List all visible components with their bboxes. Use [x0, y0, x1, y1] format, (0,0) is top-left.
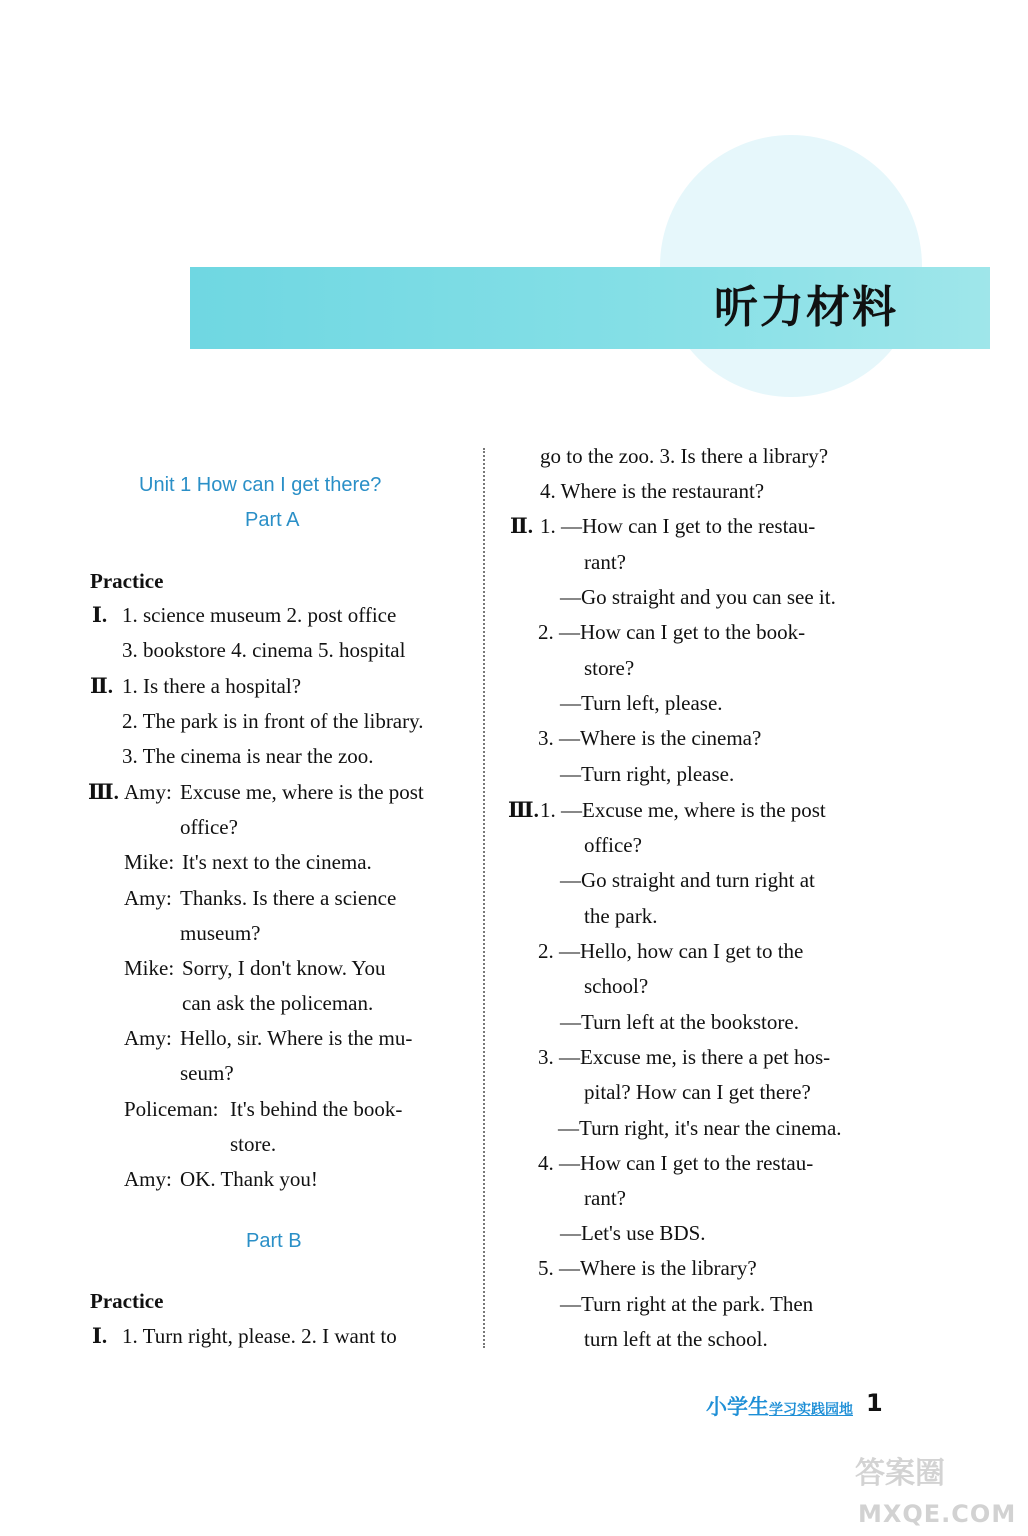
text-line: —Go straight and you can see it. — [560, 585, 836, 609]
section-numeral: Ⅱ. — [510, 514, 533, 538]
dialogue-line: Hello, sir. Where is the mu- — [180, 1026, 413, 1050]
part-a-heading: Part A — [245, 509, 300, 531]
speaker: Amy: — [124, 780, 172, 804]
text-line: 2. —Hello, how can I get to the — [538, 939, 804, 963]
part-b-heading: Part B — [246, 1230, 302, 1252]
speaker: Amy: — [124, 886, 172, 910]
text-line: the park. — [584, 904, 658, 928]
text-line: go to the zoo. 3. Is there a library? — [540, 444, 829, 468]
title-banner — [190, 267, 990, 349]
practice-heading: Practice — [90, 1289, 164, 1313]
text-line: office? — [584, 833, 642, 857]
dialogue-line: OK. Thank you! — [180, 1167, 318, 1191]
text-line: 3. bookstore 4. cinema 5. hospital — [122, 638, 406, 662]
section-numeral: Ⅲ. — [508, 798, 539, 822]
text-line: —Turn right, please. — [560, 762, 735, 786]
text-line: —Go straight and turn right at — [560, 868, 815, 892]
text-line: pital? How can I get there? — [584, 1080, 811, 1104]
text-line: 3. —Where is the cinema? — [538, 726, 762, 750]
dialogue-line: Thanks. Is there a science — [180, 886, 397, 910]
dialogue-line: office? — [180, 815, 238, 839]
text-line: —Let's use BDS. — [560, 1221, 706, 1245]
text-line: school? — [584, 974, 649, 998]
text-line: —Turn right, it's near the cinema. — [558, 1116, 842, 1140]
watermark-url: MXQE.COM — [858, 1500, 1017, 1528]
text-line: —Turn left, please. — [560, 691, 723, 715]
text-line: 3. The cinema is near the zoo. — [122, 744, 374, 768]
watermark-logo: 答案圈 — [855, 1456, 945, 1491]
text-line: turn left at the school. — [584, 1327, 768, 1351]
text-line: rant? — [584, 1186, 626, 1210]
text-line: 1. Is there a hospital? — [122, 674, 302, 698]
section-numeral: Ⅱ. — [90, 674, 113, 698]
dialogue-line: Excuse me, where is the post — [180, 780, 424, 804]
speaker: Mike: — [124, 850, 175, 874]
section-numeral: Ⅰ. — [92, 603, 108, 627]
text-line: —Turn left at the bookstore. — [560, 1010, 799, 1034]
text-line: 1. —Excuse me, where is the post — [540, 798, 826, 822]
page-number: 1 — [866, 1389, 883, 1417]
text-line: 2. The park is in front of the library. — [122, 709, 424, 733]
text-line: 3. —Excuse me, is there a pet hos- — [538, 1045, 831, 1069]
practice-heading: Practice — [90, 569, 164, 593]
speaker: Amy: — [124, 1167, 172, 1191]
text-line: 1. Turn right, please. 2. I want to — [122, 1324, 397, 1348]
text-line: store? — [584, 656, 635, 680]
brand-logo — [706, 1391, 853, 1421]
text-line: 1. science museum 2. post office — [122, 603, 397, 627]
dialogue-line: It's next to the cinema. — [182, 850, 372, 874]
speaker: Amy: — [124, 1026, 172, 1050]
text-line: 4. —How can I get to the restau- — [538, 1151, 814, 1175]
text-line: 5. —Where is the library? — [538, 1256, 757, 1280]
brand-sub: 学习实践园地 — [769, 1402, 853, 1418]
column-divider — [483, 448, 485, 1348]
dialogue-line: museum? — [180, 921, 261, 945]
speaker: Mike: — [124, 956, 175, 980]
dialogue-line: store. — [230, 1132, 277, 1156]
text-line: 2. —How can I get to the book- — [538, 620, 806, 644]
text-line: 1. —How can I get to the restau- — [540, 514, 816, 538]
dialogue-line: seum? — [180, 1061, 234, 1085]
text-line: rant? — [584, 550, 626, 574]
decorative-circle — [660, 135, 922, 397]
dialogue-line: can ask the policeman. — [182, 991, 374, 1015]
dialogue-line: It's behind the book- — [230, 1097, 403, 1121]
speaker: Policeman: — [124, 1097, 219, 1121]
page-title: 听力材料 — [714, 282, 898, 333]
text-line: —Turn right at the park. Then — [560, 1292, 814, 1316]
dialogue-line: Sorry, I don't know. You — [182, 956, 386, 980]
unit-title: Unit 1 How can I get there? — [139, 474, 382, 496]
section-numeral: Ⅲ. — [88, 780, 119, 804]
section-numeral: Ⅰ. — [92, 1324, 108, 1348]
brand-main: 小学生 — [706, 1395, 769, 1419]
text-line: 4. Where is the restaurant? — [540, 479, 765, 503]
